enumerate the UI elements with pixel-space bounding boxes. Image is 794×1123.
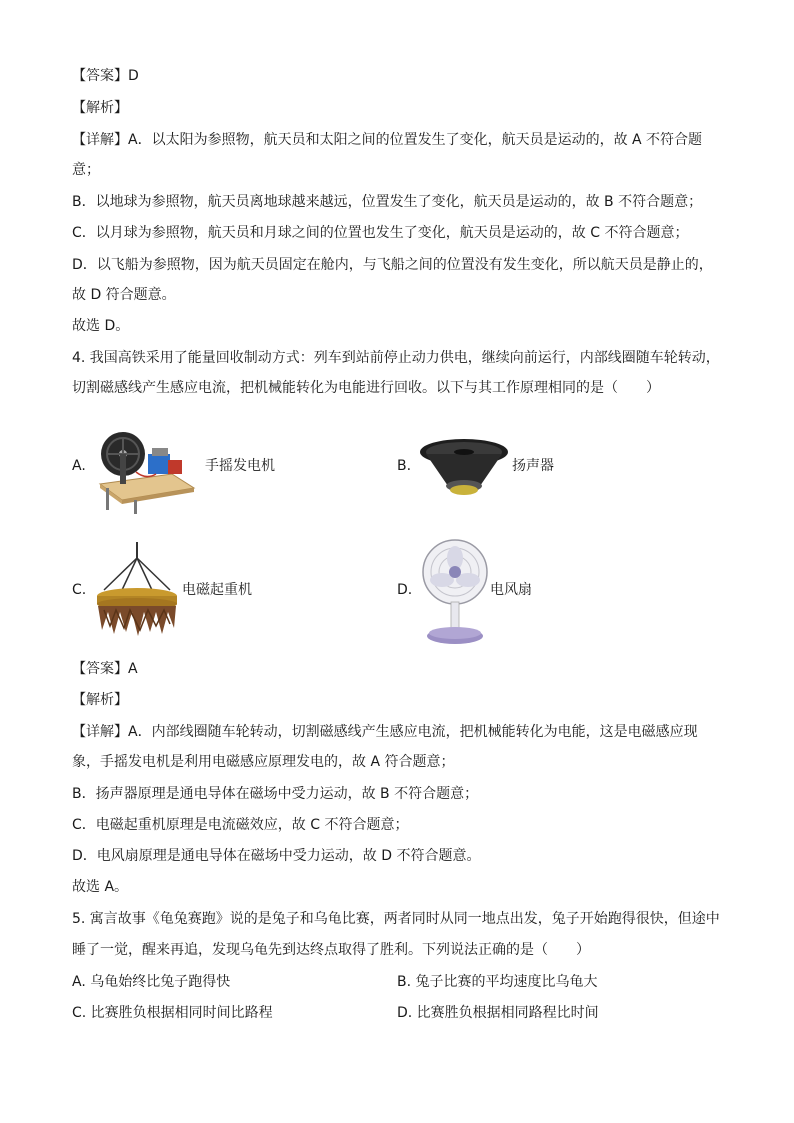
detail-line: B．扬声器原理是通电导体在磁场中受力运动，故 B 不符合题意； (72, 786, 479, 802)
analysis-label: 【解析】 (72, 100, 128, 116)
conclusion-line: 故选 D。 (72, 318, 130, 334)
question-stem: 5. 寓言故事《龟兔赛跑》说的是兔子和乌龟比赛，两者同时从同一地点出发，兔子开始跑得很快，但途中 (72, 911, 720, 927)
option-b: B. 兔子比赛的平均速度比乌龟大 (397, 974, 598, 990)
answer-label: 【答案】A (72, 661, 138, 677)
detail-line: 故 D 符合题意。 (72, 287, 176, 303)
question-stem: 睡了一觉，醒来再追，发现乌龟先到达终点取得了胜利。下列说法正确的是（ ） (72, 942, 590, 958)
detail-line: C．以月球为参照物，航天员和月球之间的位置也发生了变化，航天员是运动的，故 C 不符合题意； (72, 225, 689, 241)
option-b-letter: B. (397, 458, 412, 474)
conclusion-line: 故选 A。 (72, 879, 129, 895)
option-a: A. 乌龟始终比兔子跑得快 (72, 974, 231, 990)
option-d: D. 比赛胜负根据相同路程比时间 (397, 1005, 599, 1021)
analysis-label: 【解析】 (72, 692, 128, 708)
detail-line: 【详解】A．以太阳为参照物，航天员和太阳之间的位置发生了变化，航天员是运动的，故 A 不符合题 (72, 132, 703, 148)
detail-line: B．以地球为参照物，航天员离地球越来越远，位置发生了变化，航天员是运动的，故 B 不符合题意； (72, 194, 703, 210)
option-a-caption: 手摇发电机 (205, 458, 275, 474)
electromagnetic-crane-icon (92, 540, 182, 638)
detail-line: 【详解】A．内部线圈随车轮转动，切割磁感线产生感应电流，把机械能转化为电能，这是电磁感应现 (72, 724, 698, 740)
option-c-letter: C. (72, 582, 87, 598)
detail-line: D．电风扇原理是通电导体在磁场中受力运动，故 D 不符合题意。 (72, 848, 481, 864)
option-b-caption: 扬声器 (512, 458, 554, 474)
question-stem: 切割磁感线产生感应电流，把机械能转化为电能进行回收。以下与其工作原理相同的是（ ） (72, 380, 660, 396)
option-c-caption: 电磁起重机 (182, 582, 252, 598)
detail-line: D．以飞船为参照物，因为航天员固定在舱内，与飞船之间的位置没有发生变化，所以航天员是静止的， (72, 257, 713, 273)
detail-line: 意； (72, 162, 100, 178)
electric-fan-icon (420, 538, 490, 646)
option-c: C. 比赛胜负根据相同时间比路程 (72, 1005, 273, 1021)
option-d-letter: D. (397, 582, 413, 598)
detail-line: 象，手摇发电机是利用电磁感应原理发电的，故 A 符合题意； (72, 754, 455, 770)
loudspeaker-icon (418, 436, 510, 498)
detail-line: C．电磁起重机原理是电流磁效应，故 C 不符合题意； (72, 817, 409, 833)
option-d-caption: 电风扇 (490, 582, 532, 598)
answer-label: 【答案】D (72, 68, 139, 84)
hand-crank-generator-icon (96, 424, 196, 516)
question-stem: 4. 我国高铁采用了能量回收制动方式：列车到站前停止动力供电，继续向前运行，内部线圈随车轮转动， (72, 350, 720, 366)
option-a-letter: A. (72, 458, 86, 474)
